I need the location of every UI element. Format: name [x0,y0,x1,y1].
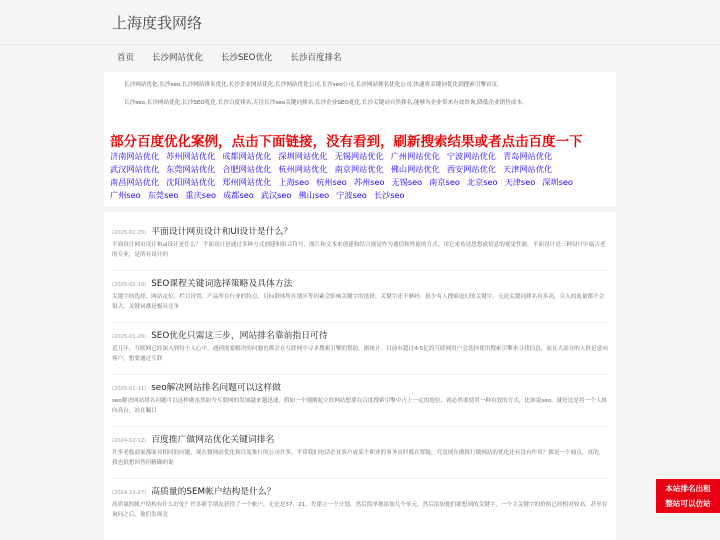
article-date: (2024-12-12) [112,438,147,444]
article-item [112,432,608,468]
article-list [104,212,616,540]
case-link[interactable]: 天津seo [504,177,536,187]
case-link[interactable]: 合肥网站优化 [222,164,272,174]
case-link[interactable]: 重庆seo [185,190,217,200]
article-summary: 许多老板商家都面对相同的问题，现在做网站优化和百度推行的公司许多，平常我们电话企业客户或某个职业的事务员时都在置疑，究竟现在做推行做网站的优化还有没有作用？都是一个痛点，真的，我也很想回答但精确的说 [112,450,605,466]
case-link[interactable]: 广州网站优化 [390,151,440,161]
article-title-link[interactable]: seo解决网站排名问题可以这样做 [151,383,281,393]
case-link[interactable]: 郑州网站优化 [222,177,272,187]
article-item [112,328,608,364]
case-link[interactable]: 杭州seo [316,177,347,187]
article-head [112,432,608,446]
case-link[interactable]: 武汉seo [260,190,292,200]
case-link[interactable]: 苏州网站优化 [166,151,216,161]
article-date: (2025-02-10) [112,282,147,288]
case-link[interactable]: 济南网站优化 [110,151,160,161]
main-nav [108,46,351,70]
nav-item-site-optimization[interactable]: 长沙网站优化 [152,53,204,63]
case-link[interactable]: 杭州网站优化 [278,164,328,174]
case-link[interactable]: 长沙seo [373,190,405,200]
case-link[interactable]: 宁波网站优化 [446,151,496,161]
case-link[interactable]: 沈阳网站优化 [166,177,216,187]
article-item [112,484,608,520]
article-date: (2025-02-25) [112,230,147,236]
case-link[interactable]: 武汉网站优化 [110,164,160,174]
article-head [112,224,608,238]
nav-item-baidu-ranking[interactable]: 长沙百度排名 [290,53,342,63]
article-date: (2024-11-27) [112,490,147,496]
case-link[interactable]: 成都seo [223,190,254,200]
case-link[interactable]: 佛山网站优化 [390,164,440,174]
intro-paragraph-2: 长沙seo,长沙网站优化,长沙SEO优化,长沙百度排名,专注长沙seo关键词排名,长沙企业SEO优化,长沙关键词自然排名,能够为企业带来有效咨询,降低企业销售成本。 [124,100,528,106]
article-title-link[interactable]: 百度推广做网站优化关键词排名 [151,435,275,445]
intro-panel [104,72,616,206]
case-link[interactable]: 南京seo [429,177,460,187]
article-summary: 关键字的选择、网站定位、栏目设置、产品所在行业的特点，目标群体所在地区等因素会影响关键字的选择。关键字还不够吗：很少有人搜索虚幻的关键字。无论关键词排名有多高，引入的流量都不会很大。关键词都是极具竞争 [112,294,605,310]
case-link[interactable]: 苏州seo [353,177,385,187]
nav-item-seo-optimization[interactable]: 长沙SEO优化 [221,53,273,63]
case-link[interactable]: 南昌网站优化 [110,177,160,187]
case-link[interactable]: 西安网站优化 [446,164,496,174]
article-title-link[interactable]: SEO课程关键词选择策略及具体方法 [151,279,293,289]
article-title-link[interactable]: 高质量的SEM帐户结构是什么？ [151,487,276,497]
case-link[interactable]: 东莞seo [147,190,179,200]
case-headline: 部分百度优化案例，点击下面链接，没有看到，刷新搜索结果或者点击百度一下 [110,134,583,150]
case-link[interactable]: 无锡seo [391,177,423,187]
article-item [112,380,608,416]
case-link[interactable]: 宁波seo [336,190,367,200]
case-link[interactable]: 东莞网站优化 [166,164,216,174]
badge-line-1: 本站排名出租 [665,484,711,493]
article-summary: 近几年，互联网已经深入到每个人心中，遇到需要解决的问题也都会在互联网中寻求搜索引擎的帮助，据统计，目前有超过4-5亿的互联网用户会选择使用搜索引擎来寻找信息，而且大部分的人群是意向客户，想要通过互联 [112,346,608,362]
case-link[interactable]: 上海seo [278,177,310,187]
case-link[interactable]: 南京网站优化 [334,164,384,174]
case-link[interactable]: 深圳seo [542,177,573,187]
article-divider [112,270,608,271]
article-title-link[interactable]: SEO优化只需这三步，网站排名靠前指日可待 [151,331,328,341]
article-item [112,276,608,312]
case-link[interactable]: 成都网站优化 [222,151,272,161]
case-link[interactable]: 无锡网站优化 [334,151,384,161]
case-link[interactable]: 佛山seo [298,190,330,200]
article-head [112,484,608,498]
article-date: (2025-01-26) [112,334,147,340]
article-divider [112,478,608,479]
article-summary: 平面设计网页设计和ui设计是什么？ 平面设计是通过多种方式创建和组合符号、图片和文本来创建和结合视觉作为通信和性能的方式。用它来传达思想或信息的视觉性能。平面设计是三种设计中最古老的专业，是所有设计的 [112,242,606,258]
article-divider [112,322,608,323]
case-link[interactable]: 广州seo [110,190,141,200]
nav-item-home[interactable]: 首页 [117,53,135,63]
intro-paragraph-1: 长沙网站优化,长沙seo,长沙网站排名优化,长沙企业网站优化,长沙网站优化公司,长沙seo公司,长沙网站排名优化公司,快速将关键词优化到搜索引擎首页。 [124,82,503,88]
article-head [112,380,608,394]
case-link[interactable]: 北京seo [466,177,498,187]
case-links [110,150,610,202]
case-link[interactable]: 深圳网站优化 [278,151,328,161]
badge-line-2: 整站可以仿站 [665,499,711,508]
article-divider [112,426,608,427]
case-link[interactable]: 天津网站优化 [502,164,553,174]
article-title-link[interactable]: 平面设计网页设计和UI设计是什么？ [151,227,293,237]
article-head [112,328,608,342]
article-summary: 高质量的帐户结构有什么好处？许多新手朋友获得了一个帐户，无论是37、21，先建立一个计划，然后简单地添加几个单元，然后添加他们能想到的关键字，一个主关键字的价格已经相对较高，甚至在询问之后，他们发现竟 [112,502,608,518]
article-date: (2025-01-11) [112,386,147,392]
article-item [112,224,608,260]
header [0,0,720,45]
rental-badge[interactable] [656,479,720,513]
article-head [112,276,608,290]
case-link[interactable]: 青岛网站优化 [502,151,553,161]
article-summary: seo解决网站排名问题可以这样做虽然如今互联网的发展越来越迅速，假如一个刚刚起立的网站想要在百度搜索引擎中占上一定的地位，就必然要使用一种有效的方式，比如说seo。就好比是将一个人推向高台，站在瞩目 [112,398,608,414]
article-divider [112,374,608,375]
site-title[interactable]: 上海度我网络 [112,14,203,32]
